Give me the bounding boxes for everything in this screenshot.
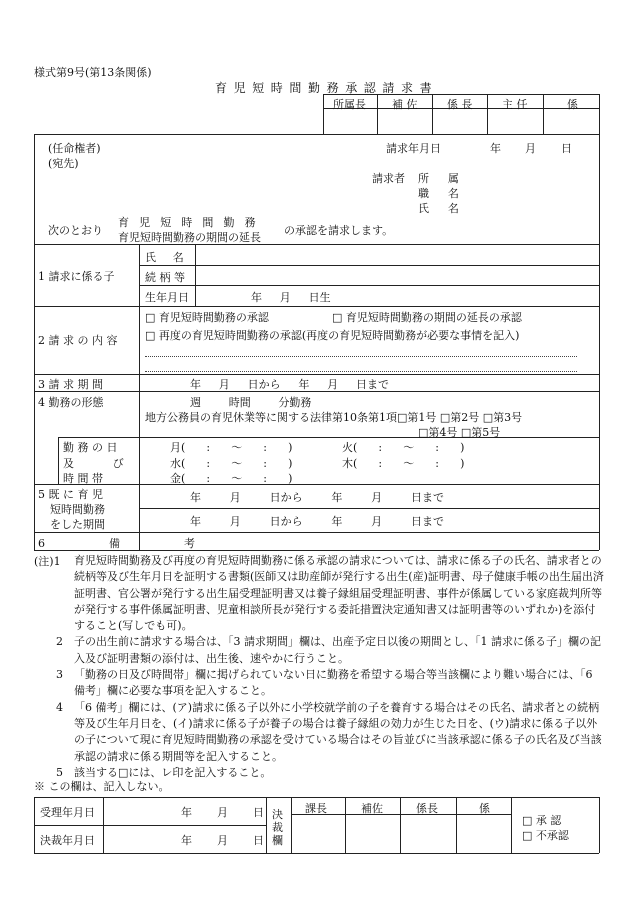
note-4 xyxy=(34,700,604,765)
addressee-label: (宛先) xyxy=(48,157,79,170)
sec4-monday: 月( : 〜 : ) xyxy=(170,441,293,454)
note-2-text: 子の出生前に請求する場合は、「3 請求期間」欄は、出産予定日以後の期間とし、「1 請求に係る子」欄の記入及び証明書類の添付は、出生後、速やかに行うこと。 xyxy=(74,635,601,665)
sec1-row-name: 氏 名 xyxy=(145,251,191,264)
date-day: 日 xyxy=(561,142,572,155)
sec4-thursday: 木( : 〜 : ) xyxy=(342,457,465,470)
sec1-birthdate-template: 年 月 日生 xyxy=(251,291,331,304)
request-tail: の承認を請求します。 xyxy=(284,224,394,237)
decided-year: 年 xyxy=(181,834,192,847)
sec1-row-birthdate: 生年月日 xyxy=(145,291,189,304)
stamp-label-shozokucho: 所属長 xyxy=(333,98,366,111)
received-day: 日 xyxy=(253,806,264,819)
form-number: 様式第9号(第13条関係) xyxy=(34,66,152,79)
stamp-label-kakari: 係 xyxy=(567,98,578,111)
note-1-text: 育児短時間勤務及び再度の育児短時間勤務に係る承認の請求については、請求に係る子の氏名、請求者との続柄等及び生年月日を証明する書類(医師又は助産師が発行する出生(産)証明書、母子健康手帳の出生届出済証明書、官公署が発行する出生届受理証明書又は養子縁組届受理証明書、事件が係属している家庭裁判所等が発行する事件係属証明書、児童相談所長が発行する委託措置決定通知書又は証明書等のいずれか)を添付すること(写しでも可)。 xyxy=(74,554,604,633)
note-2 xyxy=(34,634,604,667)
appointer-label: (任命権者) xyxy=(48,142,101,155)
reject-checkbox[interactable]: □ 不承認 xyxy=(522,829,569,842)
request-option-extension: 育児短時間勤務の期間の延長 xyxy=(118,231,261,244)
received-year: 年 xyxy=(181,806,192,819)
note-3 xyxy=(34,667,604,700)
sec5-label-2: 短時間勤務 xyxy=(50,503,105,516)
notes-head: (注)1 xyxy=(34,555,61,568)
sec2-label: 2 請 求 の 内 容 xyxy=(38,334,118,347)
sec1-label: 1 請求に係る子 xyxy=(38,270,115,283)
request-date-label: 請求年月日 xyxy=(386,142,441,155)
note-1 xyxy=(34,553,604,634)
note-3-text: 「勤務の日及び時間帯」欄に掲げられていない日に勤務を希望する場合等当該欄により難い場合には、「6 備考」欄に必要な事項を記入すること。 xyxy=(74,668,593,698)
note-5-number: 5 xyxy=(56,765,63,779)
requester-name: 氏 名 xyxy=(418,202,467,215)
requester-affiliation: 所 属 xyxy=(418,172,467,185)
kessai-col-kakari: 係 xyxy=(479,802,490,815)
sec4-tuesday: 火( : 〜 : ) xyxy=(342,441,465,454)
note-4-number: 4 xyxy=(56,700,63,714)
note-4-text: 「6 備考」欄には、(ア)請求に係る子以外に小学校就学前の子を養育する場合はその氏名、請求者との続柄等及び生年月日を、(イ)請求に係る子が養子の場合は養子縁組の効力が生じた日を、(ウ)請求に係る子以外の子について現に育児短時間勤務の承認を受けている場合はその旨並びに当該承認に係る子の氏名及び当該承認の請求に係る期間等を記入すること。 xyxy=(74,700,602,763)
sec5-label-3: をした期間 xyxy=(50,518,105,531)
decided-date-label: 決裁年月日 xyxy=(40,834,95,847)
received-month: 月 xyxy=(217,806,228,819)
sec4-days-label-2: 及 び xyxy=(63,457,124,470)
sec4-wednesday: 水( : 〜 : ) xyxy=(170,457,293,470)
sec5-label-1: 5 既 に 育 児 xyxy=(38,488,103,501)
sec1-row-relation: 続 柄 等 xyxy=(145,271,185,284)
sec2-option-approval[interactable]: □ 育児短時間勤務の承認 xyxy=(145,311,269,324)
bottom-note: ※ この欄は、記入しない。 xyxy=(34,780,170,793)
sec4-days-label-3: 時 間 帯 xyxy=(63,472,103,485)
sec4-days-label-1: 勤 務 の 日 xyxy=(63,441,118,454)
sec5-period-2: 年 月 日から 年 月 日まで xyxy=(190,515,444,528)
sec4-weekly-hours: 週 時間 分勤務 xyxy=(190,396,312,409)
stamp-label-kakaricho: 係 長 xyxy=(447,98,473,111)
sec2-option-extension[interactable]: □ 育児短時間勤務の期間の延長の承認 xyxy=(332,311,522,324)
sec4-law-reference: 地方公務員の育児休業等に関する法律第10条第1項□第1号 □第2号 □第3号 xyxy=(145,411,523,424)
approve-checkbox[interactable]: □ 承 認 xyxy=(522,814,562,827)
sec4-law-reference-2: □第4号 □第5号 xyxy=(418,426,501,439)
sec4-friday: 金( : 〜 : ) xyxy=(170,472,293,485)
kessai-label: 決裁欄 xyxy=(272,808,283,847)
request-option-short-time: 育 児 短 時 間 勤 務 xyxy=(118,216,259,229)
stamp-label-shunin: 主 任 xyxy=(502,98,528,111)
sec3-period: 年 月 日から 年 月 日まで xyxy=(190,378,389,391)
note-2-number: 2 xyxy=(56,635,63,649)
sec4-label: 4 勤務の形態 xyxy=(38,396,104,409)
kessai-col-kacho: 課長 xyxy=(305,802,327,815)
page-title: 育児短時間勤務承認請求書 xyxy=(215,81,439,95)
note-3-number: 3 xyxy=(56,668,63,682)
note-5-text: 該当する□には、レ印を記入すること。 xyxy=(74,765,272,779)
decided-month: 月 xyxy=(217,834,228,847)
sec6-label: 6 備 考 xyxy=(38,537,195,550)
stamp-label-hosa: 補 佐 xyxy=(392,98,418,111)
sec5-period-1: 年 月 日から 年 月 日まで xyxy=(190,491,444,504)
requester-position: 職 名 xyxy=(418,187,467,200)
date-month: 月 xyxy=(525,142,536,155)
decided-day: 日 xyxy=(253,834,264,847)
requester-label: 請求者 xyxy=(372,172,405,185)
notes xyxy=(34,553,604,781)
sec2-option-reapproval[interactable]: □ 再度の育児短時間勤務の承認(再度の育児短時間勤務が必要な事情を記入) xyxy=(145,329,520,342)
kessai-col-hosa: 補佐 xyxy=(361,802,383,815)
date-year: 年 xyxy=(490,142,501,155)
kessai-col-kakaricho: 係長 xyxy=(416,802,438,815)
received-date-label: 受理年月日 xyxy=(40,806,95,819)
request-lead: 次のとおり xyxy=(48,224,103,237)
sec3-label: 3 請 求 期 間 xyxy=(38,378,103,391)
